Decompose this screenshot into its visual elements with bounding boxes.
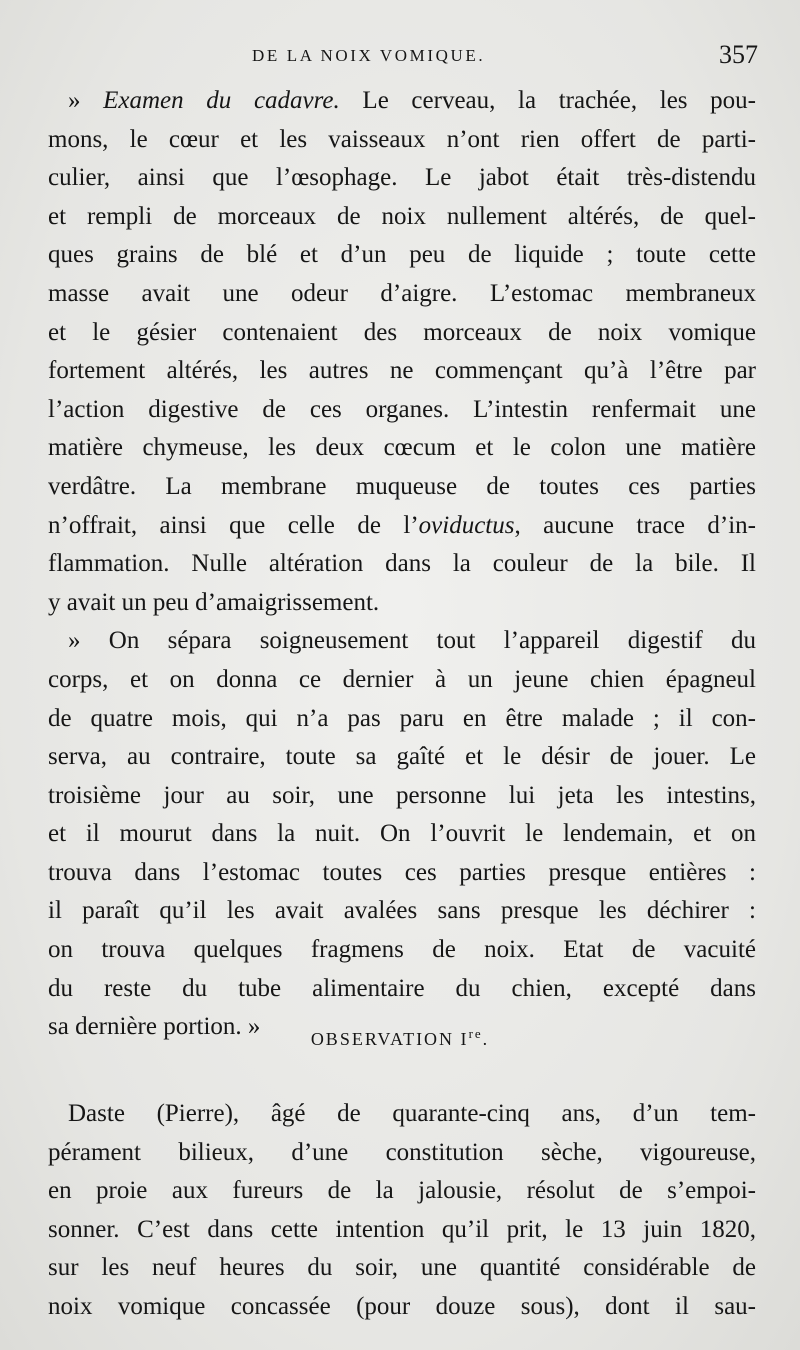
- paragraph-examen-du-cadavre: [48, 82, 756, 622]
- text-line: y avait un peu d’amaigrissement.: [48, 588, 380, 616]
- text-line: sonner. C’est dans cette intention qu’il prit, le 13 juin 1820,: [48, 1215, 756, 1243]
- text-line: » On sépara soigneusement tout l’appareil digestif du: [68, 627, 756, 655]
- open-quote: »: [68, 87, 104, 114]
- running-head: [0, 40, 800, 80]
- text-line: et rempli de morceaux de noix nullement altérés, de quel-: [48, 202, 756, 230]
- text-line: l’action digestive de ces organes. L’intestin renfermait une: [48, 395, 756, 423]
- text-line: flammation. Nulle altération dans la couleur de la bile. Il: [48, 550, 756, 578]
- text-line: verdâtre. La membrane muqueuse de toutes ces parties: [48, 472, 756, 500]
- text-run: n’offrait, ainsi que celle de l’: [48, 511, 419, 539]
- text-line: troisième jour au soir, une personne lui jeta les intestins,: [48, 781, 756, 809]
- text-line: masse avait une odeur d’aigre. L’estomac membraneux: [48, 279, 756, 307]
- text-line: fortement altérés, les autres ne commençant qu’à l’être par: [48, 357, 756, 385]
- italic-term: oviductus: [418, 511, 515, 539]
- text-line: culier, ainsi que l’œsophage. Le jabot était très-distendu: [48, 164, 756, 192]
- text-line: en proie aux fureurs de la jalousie, résolut de s’empoi-: [48, 1177, 756, 1205]
- text-line: corps, et on donna ce dernier à un jeune chien épagneul: [48, 665, 756, 693]
- text-line: on trouva quelques fragmens de noix. Etat de vacuité: [48, 936, 756, 964]
- text-line: de quatre mois, qui n’a pas paru en être malade ; il con-: [48, 704, 756, 732]
- text-line: Daste (Pierre), âgé de quarante-cinq ans, d’un tem-: [68, 1100, 756, 1127]
- text-run: Le cerveau, la trachée, les pou-: [339, 87, 756, 114]
- heading-end: .: [482, 1029, 490, 1049]
- text-line: pérament bilieux, d’une constitution sèche, vigoureuse,: [48, 1138, 756, 1166]
- text-line: mons, le cœur et les vaisseaux n’ont rien offert de parti-: [48, 125, 756, 153]
- text-line: du reste du tube alimentaire du chien, excepté dans: [48, 974, 756, 1002]
- section-title-italic: Examen du cadavre.: [103, 87, 340, 114]
- text-line: noix vomique concassée (pour douze sous), dont il sau-: [48, 1292, 756, 1320]
- text-line: ques grains de blé et d’un peu de liquide ; toute cette: [48, 241, 756, 269]
- text-line: [48, 82, 756, 121]
- text-line: [48, 507, 756, 546]
- page-number: 357: [719, 40, 758, 69]
- heading-text: OBSERVATION I: [310, 1029, 469, 1049]
- heading-superscript: re: [468, 1026, 483, 1041]
- running-title: DE LA NOIX VOMIQUE.: [252, 46, 486, 65]
- text-run: , aucune trace d’in-: [514, 511, 756, 539]
- observation-heading: [0, 1026, 800, 1050]
- text-line: il paraît qu’il les avait avalées sans presque les déchirer :: [48, 897, 756, 925]
- text-line: et il mourut dans la nuit. On l’ouvrit le lendemain, et on: [48, 820, 756, 848]
- paragraph-appareil-digestif: [48, 622, 756, 1047]
- text-line: et le gésier contenaient des morceaux de noix vomique: [48, 318, 756, 346]
- observation-text-block: [48, 1095, 756, 1327]
- text-line: serva, au contraire, toute sa gaîté et le désir de jouer. Le: [48, 743, 756, 771]
- main-text-block: [48, 82, 756, 1047]
- text-line: sur les neuf heures du soir, une quantité considérable de: [48, 1254, 756, 1282]
- text-line: sa dernière portion. »: [48, 1013, 261, 1041]
- text-line: trouva dans l’estomac toutes ces parties presque entières :: [48, 858, 756, 886]
- text-line: matière chymeuse, les deux cœcum et le colon une matière: [48, 434, 756, 462]
